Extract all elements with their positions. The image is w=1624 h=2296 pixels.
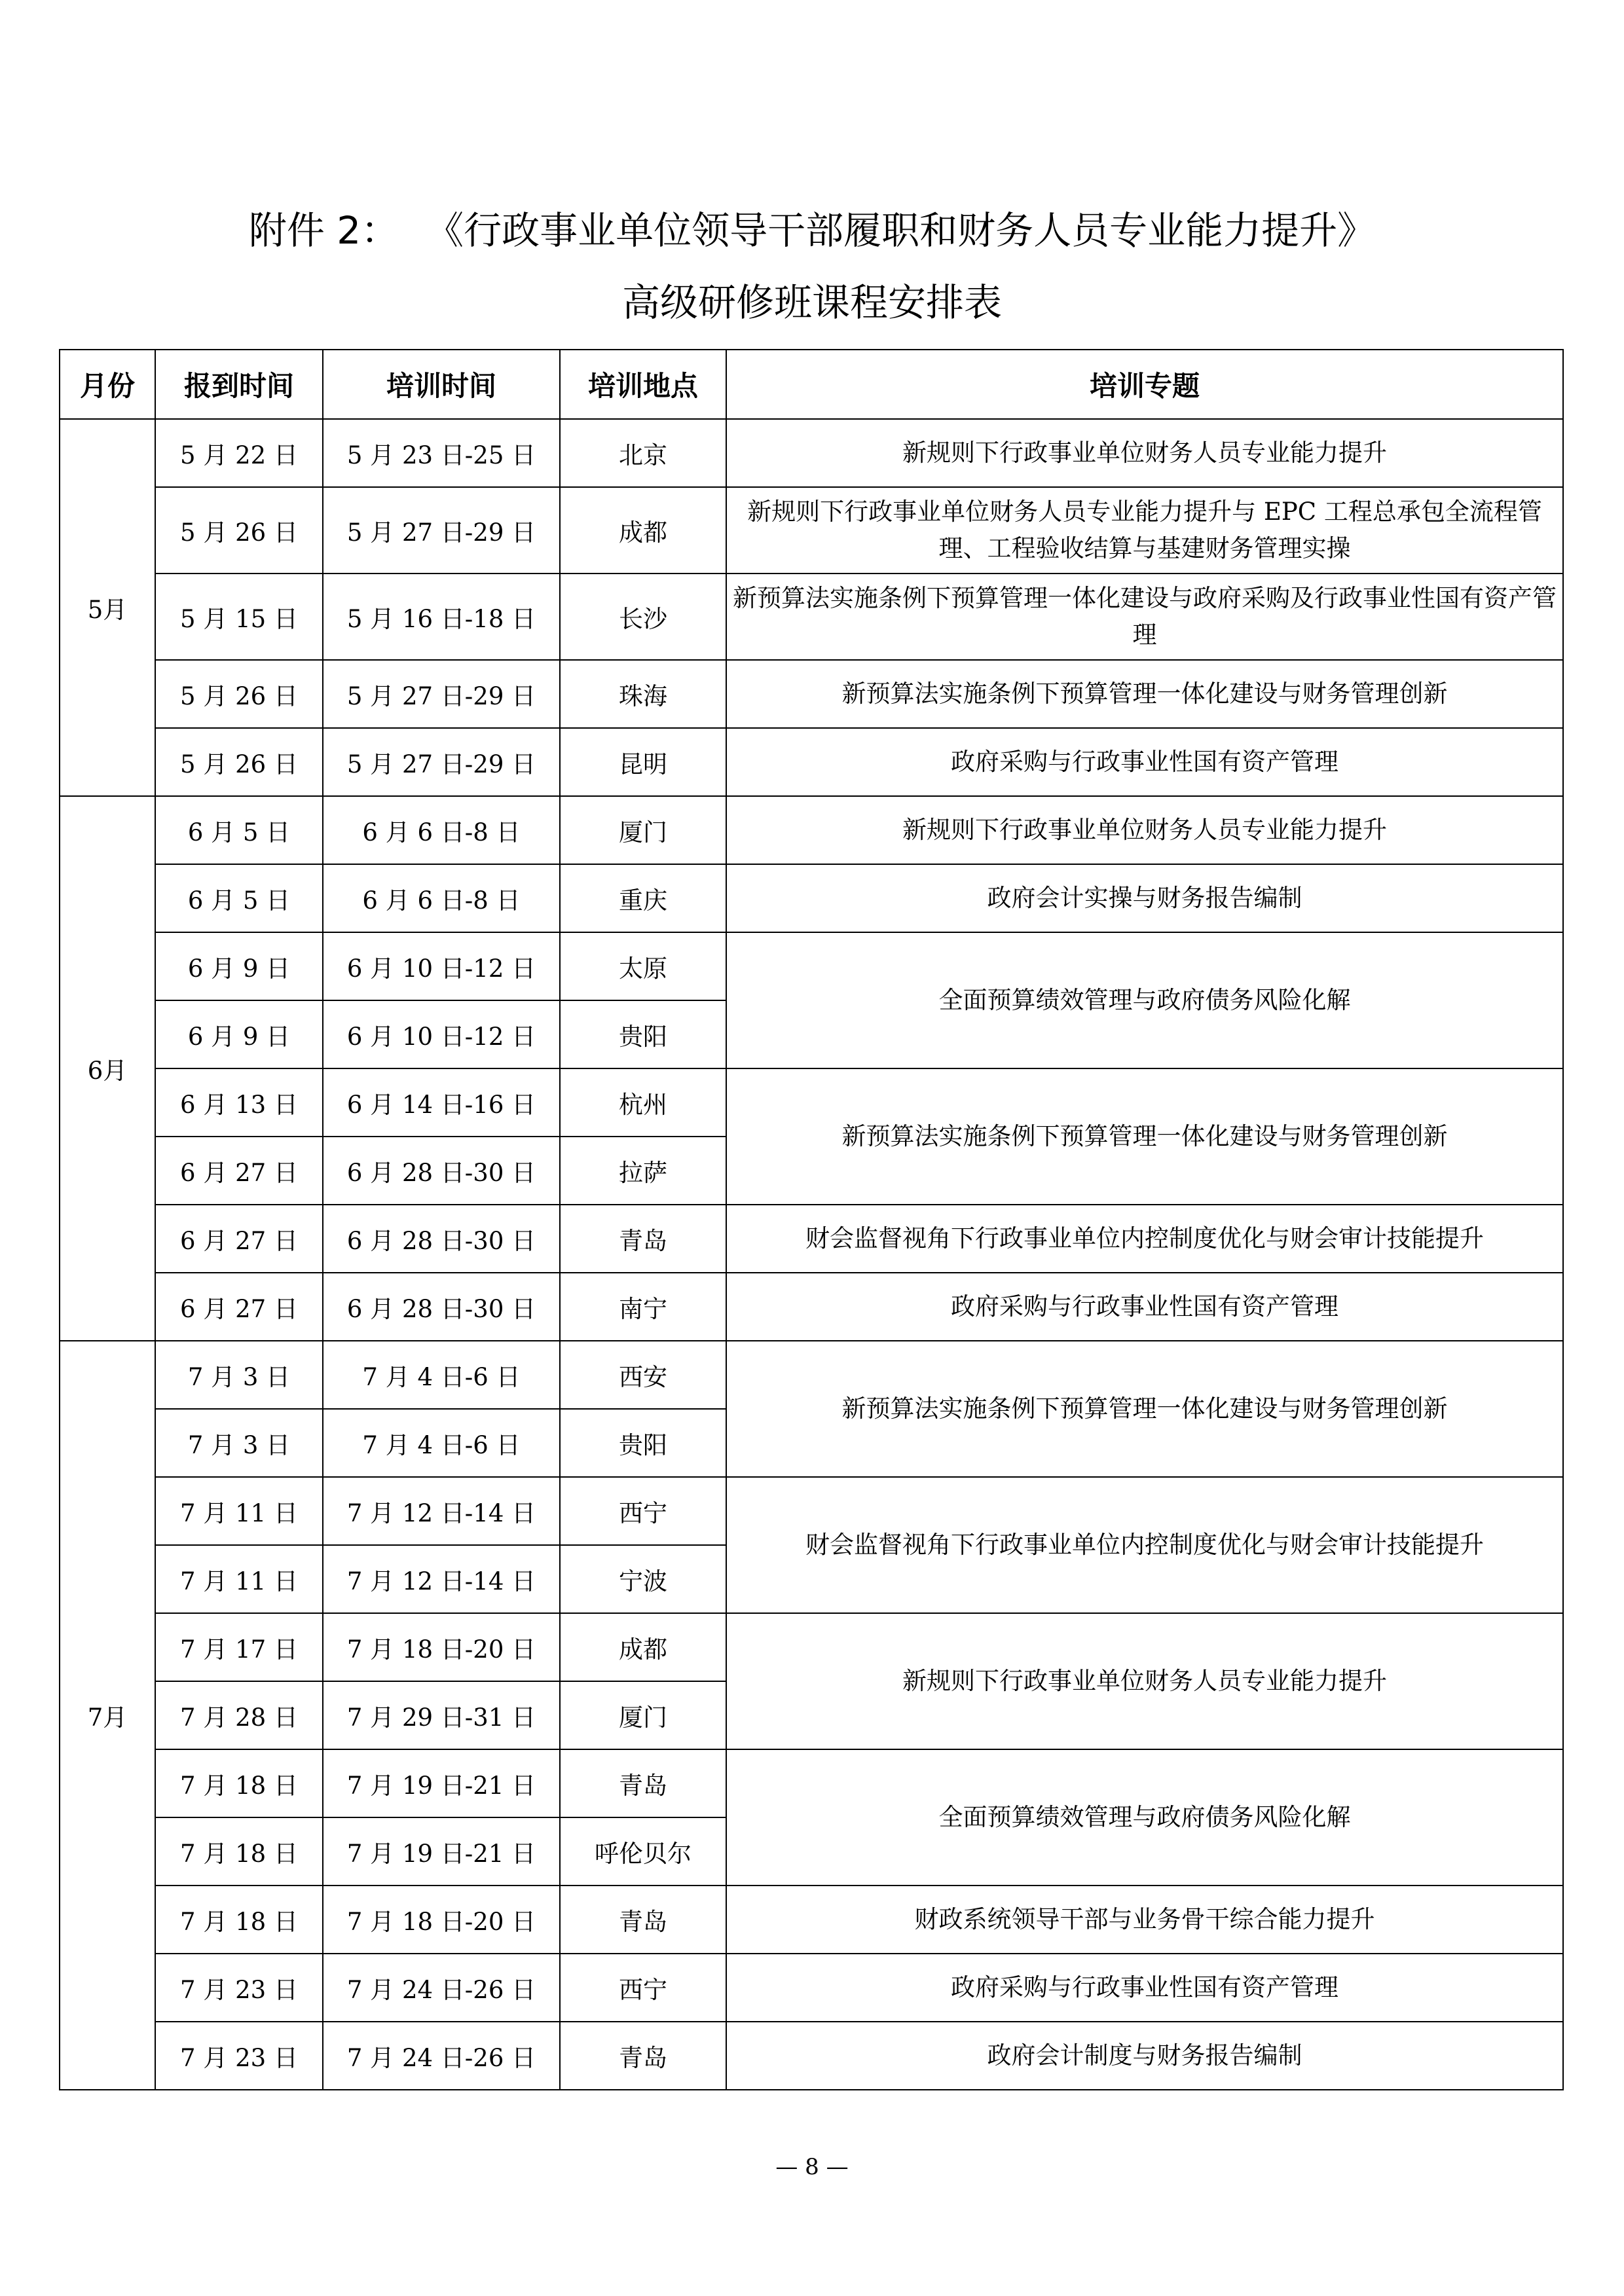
header-training-date: 培训时间: [323, 350, 560, 419]
topic-cell: 财会监督视角下行政事业单位内控制度优化与财会审计技能提升: [726, 1477, 1563, 1613]
location-cell: 拉萨: [560, 1137, 726, 1205]
training-date-cell: 5 月 16 日-18 日: [323, 574, 560, 660]
header-topic: 培训专题: [726, 350, 1563, 419]
location-cell: 西宁: [560, 1477, 726, 1545]
table-row: [60, 1341, 1563, 1409]
training-date-cell: 6 月 28 日-30 日: [323, 1273, 560, 1341]
report-date-cell: 6 月 9 日: [155, 932, 323, 1000]
location-cell: 珠海: [560, 660, 726, 728]
header-month: 月份: [60, 350, 155, 419]
training-date-cell: 7 月 12 日-14 日: [323, 1545, 560, 1613]
location-cell: 杭州: [560, 1068, 726, 1137]
training-date-cell: 6 月 28 日-30 日: [323, 1137, 560, 1205]
training-date-cell: 7 月 4 日-6 日: [323, 1341, 560, 1409]
report-date-cell: 6 月 27 日: [155, 1205, 323, 1273]
report-date-cell: 6 月 5 日: [155, 864, 323, 932]
report-date-cell: 7 月 11 日: [155, 1545, 323, 1613]
table-row: [60, 1954, 1563, 2022]
report-date-cell: 6 月 27 日: [155, 1273, 323, 1341]
table-row: [60, 728, 1563, 796]
topic-cell: 政府采购与行政事业性国有资产管理: [726, 1273, 1563, 1341]
training-date-cell: 7 月 19 日-21 日: [323, 1749, 560, 1817]
location-cell: 青岛: [560, 2022, 726, 2090]
month-cell-june: 6月: [60, 796, 155, 1341]
topic-cell: 新规则下行政事业单位财务人员专业能力提升: [726, 1613, 1563, 1749]
topic-cell: 新预算法实施条例下预算管理一体化建设与财务管理创新: [726, 1068, 1563, 1205]
training-date-cell: 6 月 14 日-16 日: [323, 1068, 560, 1137]
location-cell: 青岛: [560, 1886, 726, 1954]
location-cell: 西宁: [560, 1954, 726, 2022]
table-row: [60, 574, 1563, 660]
training-date-cell: 6 月 28 日-30 日: [323, 1205, 560, 1273]
location-cell: 贵阳: [560, 1000, 726, 1068]
location-cell: 厦门: [560, 1681, 726, 1749]
table-row: [60, 1273, 1563, 1341]
report-date-cell: 6 月 9 日: [155, 1000, 323, 1068]
training-date-cell: 7 月 24 日-26 日: [323, 1954, 560, 2022]
training-date-cell: 7 月 18 日-20 日: [323, 1886, 560, 1954]
document-title: [0, 200, 1624, 255]
report-date-cell: 6 月 13 日: [155, 1068, 323, 1137]
report-date-cell: 7 月 11 日: [155, 1477, 323, 1545]
title-main: 《行政事业单位领导干部履职和财务人员专业能力提升》: [445, 208, 1376, 253]
location-cell: 青岛: [560, 1205, 726, 1273]
report-date-cell: 7 月 23 日: [155, 2022, 323, 2090]
course-schedule-table: [59, 349, 1564, 2090]
topic-cell: 新预算法实施条例下预算管理一体化建设与财务管理创新: [726, 660, 1563, 728]
table-header-row: [60, 350, 1563, 419]
report-date-cell: 5 月 15 日: [155, 574, 323, 660]
report-date-cell: 7 月 18 日: [155, 1817, 323, 1886]
topic-cell: 新规则下行政事业单位财务人员专业能力提升与 EPC 工程总承包全流程管理、工程验收结算与基建财务管理实操: [726, 487, 1563, 574]
table-row: [60, 2022, 1563, 2090]
location-cell: 昆明: [560, 728, 726, 796]
table-row: [60, 1613, 1563, 1681]
title-prefix: 附件 2：: [248, 208, 399, 253]
location-cell: 重庆: [560, 864, 726, 932]
topic-cell: 新预算法实施条例下预算管理一体化建设与政府采购及行政事业性国有资产管理: [726, 574, 1563, 660]
report-date-cell: 7 月 18 日: [155, 1886, 323, 1954]
training-date-cell: 5 月 27 日-29 日: [323, 487, 560, 574]
training-date-cell: 7 月 24 日-26 日: [323, 2022, 560, 2090]
training-date-cell: 7 月 4 日-6 日: [323, 1409, 560, 1477]
header-report-date: 报到时间: [155, 350, 323, 419]
topic-cell: 政府采购与行政事业性国有资产管理: [726, 1954, 1563, 2022]
month-cell-july: 7月: [60, 1341, 155, 2090]
report-date-cell: 5 月 26 日: [155, 660, 323, 728]
topic-cell: 政府会计制度与财务报告编制: [726, 2022, 1563, 2090]
report-date-cell: 7 月 18 日: [155, 1749, 323, 1817]
table-row: [60, 1886, 1563, 1954]
training-date-cell: 6 月 6 日-8 日: [323, 864, 560, 932]
location-cell: 北京: [560, 419, 726, 487]
report-date-cell: 5 月 26 日: [155, 728, 323, 796]
table-row: [60, 864, 1563, 932]
page-number: — 8 —: [775, 2154, 849, 2180]
table-row: [60, 796, 1563, 864]
topic-cell: 全面预算绩效管理与政府债务风险化解: [726, 1749, 1563, 1886]
training-date-cell: 7 月 18 日-20 日: [323, 1613, 560, 1681]
topic-cell: 新预算法实施条例下预算管理一体化建设与财务管理创新: [726, 1341, 1563, 1477]
training-date-cell: 6 月 10 日-12 日: [323, 932, 560, 1000]
training-date-cell: 7 月 29 日-31 日: [323, 1681, 560, 1749]
header-location: 培训地点: [560, 350, 726, 419]
table-row: [60, 487, 1563, 574]
training-date-cell: 6 月 6 日-8 日: [323, 796, 560, 864]
location-cell: 西安: [560, 1341, 726, 1409]
report-date-cell: 7 月 28 日: [155, 1681, 323, 1749]
table-row: [60, 1068, 1563, 1137]
topic-cell: 财政系统领导干部与业务骨干综合能力提升: [726, 1886, 1563, 1954]
training-date-cell: 7 月 12 日-14 日: [323, 1477, 560, 1545]
topic-cell: 新规则下行政事业单位财务人员专业能力提升: [726, 419, 1563, 487]
table-row: [60, 932, 1563, 1000]
table-row: [60, 1749, 1563, 1817]
location-cell: 呼伦贝尔: [560, 1817, 726, 1886]
report-date-cell: 5 月 22 日: [155, 419, 323, 487]
report-date-cell: 5 月 26 日: [155, 487, 323, 574]
training-date-cell: 6 月 10 日-12 日: [323, 1000, 560, 1068]
location-cell: 青岛: [560, 1749, 726, 1817]
table-row: [60, 1477, 1563, 1545]
training-date-cell: 5 月 23 日-25 日: [323, 419, 560, 487]
topic-cell: 政府采购与行政事业性国有资产管理: [726, 728, 1563, 796]
month-cell-may: 5月: [60, 419, 155, 796]
topic-cell: 新规则下行政事业单位财务人员专业能力提升: [726, 796, 1563, 864]
report-date-cell: 6 月 5 日: [155, 796, 323, 864]
location-cell: 南宁: [560, 1273, 726, 1341]
location-cell: 太原: [560, 932, 726, 1000]
location-cell: 长沙: [560, 574, 726, 660]
report-date-cell: 7 月 17 日: [155, 1613, 323, 1681]
table-row: [60, 1205, 1563, 1273]
location-cell: 宁波: [560, 1545, 726, 1613]
topic-cell: 全面预算绩效管理与政府债务风险化解: [726, 932, 1563, 1068]
report-date-cell: 6 月 27 日: [155, 1137, 323, 1205]
topic-cell: 政府会计实操与财务报告编制: [726, 864, 1563, 932]
location-cell: 贵阳: [560, 1409, 726, 1477]
report-date-cell: 7 月 3 日: [155, 1409, 323, 1477]
report-date-cell: 7 月 23 日: [155, 1954, 323, 2022]
location-cell: 厦门: [560, 796, 726, 864]
document-subtitle: 高级研修班课程安排表: [621, 280, 1002, 325]
table-row: [60, 419, 1563, 487]
topic-cell: 财会监督视角下行政事业单位内控制度优化与财会审计技能提升: [726, 1205, 1563, 1273]
location-cell: 成都: [560, 487, 726, 574]
training-date-cell: 5 月 27 日-29 日: [323, 728, 560, 796]
report-date-cell: 7 月 3 日: [155, 1341, 323, 1409]
training-date-cell: 5 月 27 日-29 日: [323, 660, 560, 728]
training-date-cell: 7 月 19 日-21 日: [323, 1817, 560, 1886]
location-cell: 成都: [560, 1613, 726, 1681]
table-row: [60, 660, 1563, 728]
